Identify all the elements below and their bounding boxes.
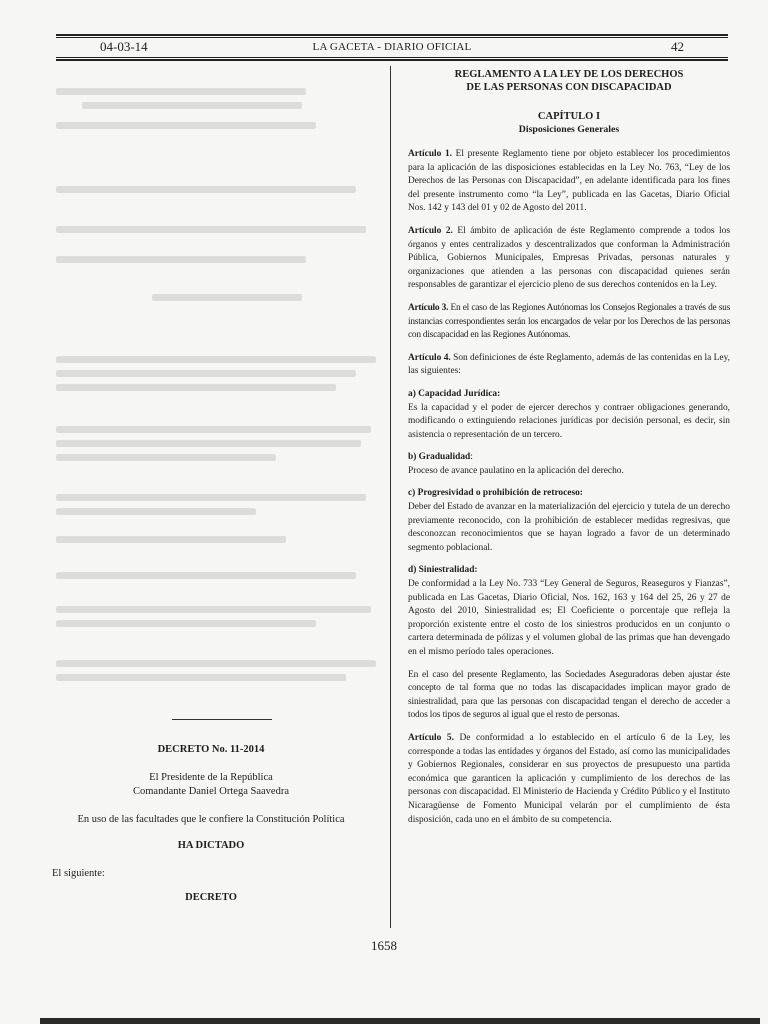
chapter-title: Disposiciones Generales [518, 124, 620, 135]
decree-separator [172, 719, 272, 720]
faded-bleed-through [56, 226, 366, 233]
article-3-label: Artículo 3. [408, 302, 449, 313]
header-title: LA GACETA - DIARIO OFICIAL [312, 41, 472, 53]
definition-d-text-2: En el caso del presente Reglamento, las Sociedades Aseguradoras deben ajustar éste concepto de tal forma que no todas las discapacidades implican mayor grado de siniestralidad, para que las personas con discapacidad tengan el derecho de acceder a todos los tipos de seguros al igual que el resto de personas. [408, 669, 730, 721]
faded-bleed-through [56, 256, 306, 263]
faded-bleed-through [56, 536, 286, 543]
faded-bleed-through [56, 454, 276, 461]
spacer [408, 478, 730, 487]
regulation-title-line2: DE LAS PERSONAS CON DISCAPACIDAD [466, 82, 672, 93]
article-2 [408, 225, 730, 293]
faded-bleed-through [56, 370, 356, 377]
spacer [408, 343, 730, 352]
definition-b-text: Proceso de avance paulatino en la aplicación del derecho. [408, 465, 624, 476]
page-header [56, 38, 728, 56]
decree-title: DECRETO No. 11-2014 [157, 744, 265, 755]
article-1-text: El presente Reglamento tiene por objeto establecer los procedimientos para la aplicación de las disposiciones establecidas en la Ley No. 763, “Ley de los Derechos de las Personas con Discapacidad”, en adelante identificada para los fines del presente instrumento como “la Ley”, publicada en las Gacetas, Diario Oficial Nos. 142 y 143 del 01 y 02 de Agosto del 2011. [408, 149, 730, 214]
spacer [408, 136, 730, 148]
definition-a-title-text: a) Capacidad Jurídica: [408, 388, 501, 399]
el-siguiente-line: El siguiente: [52, 868, 105, 879]
definition-a-text: Es la capacidad y el poder de ejercer derechos y contraer obligaciones generando, modificando o extinguiendo relaciones jurídicas por decisión personal, es decir, sin asistencia o representación de un tercero. [408, 402, 730, 440]
spacer [408, 293, 730, 302]
definition-c-text: Deber del Estado de avanzar en la materialización del ejercicio y tutela de un derecho previamente reconocido, con la prohibición de establecer medidas regresivas, que desconozcan reconocimientos que se hayan logrado a favor de un determinado segmento poblacional. [408, 502, 730, 553]
faded-bleed-through [152, 294, 302, 301]
faded-bleed-through [56, 674, 346, 681]
spacer [408, 660, 730, 669]
header-page-number: 42 [671, 39, 684, 54]
definition-c-title-text: c) Progresividad o prohibición de retroceso: [408, 488, 583, 499]
footer-page-number: 1658 [371, 938, 397, 953]
faded-bleed-through [56, 606, 371, 613]
column-divider [390, 66, 391, 928]
header-top-rule [56, 34, 728, 36]
faded-bleed-through [56, 494, 366, 501]
definition-d-title-text: d) Siniestralidad: [408, 565, 478, 576]
chapter-heading: CAPÍTULO I [537, 111, 601, 122]
spacer [408, 379, 730, 388]
definition-b-title-text: b) Gradualidad [408, 452, 471, 463]
header-date: 04-03-14 [100, 39, 148, 54]
ha-dictado-heading: HA DICTADO [177, 840, 245, 851]
spacer [408, 216, 730, 225]
faded-bleed-through [56, 426, 371, 433]
definition-d-title [408, 564, 730, 578]
definition-d-text: De conformidad a la Ley No. 733 “Ley General de Seguros, Reaseguros y Fianzas”, publicada en Las Gacetas, Diario Oficial, Nos. 162, 163 y 164 del 25, 26 y 27 de Agosto del 2010, Siniestralidad es; El Coeficiente o porcentaje que refleja la proporción existente entre el costo de los siniestros producidos en un conjunto o cartera determinada de pólizas y el volumen global de las primas que han devengado en el mismo período tales operaciones. [408, 579, 730, 657]
faded-bleed-through [56, 88, 306, 95]
faded-bleed-through [56, 508, 256, 515]
faded-bleed-through [56, 620, 316, 627]
right-column [408, 68, 730, 827]
faded-bleed-through [56, 122, 316, 129]
faded-bleed-through [56, 356, 376, 363]
article-4-label: Artículo 4. [408, 352, 451, 363]
definition-b-colon: : [470, 452, 473, 463]
faded-bleed-through [56, 440, 361, 447]
spacer [408, 723, 730, 732]
definition-b-title [408, 451, 730, 465]
header-bottom-rule-thick [56, 59, 728, 61]
left-column [32, 66, 390, 924]
spacer [408, 442, 730, 451]
article-4-text: Son definiciones de éste Reglamento, además de las contenidas en la Ley, las siguientes: [408, 352, 730, 377]
article-5 [408, 732, 730, 827]
article-2-label: Artículo 2. [408, 225, 453, 236]
faded-bleed-through [56, 572, 356, 579]
powers-line: En uso de las facultades que le confiere la Constitución Política [77, 814, 345, 825]
header-bottom-rule [56, 57, 728, 58]
bottom-edge [40, 1018, 760, 1024]
article-5-label: Artículo 5. [408, 732, 454, 743]
definition-c-title [408, 487, 730, 501]
spacer [408, 555, 730, 564]
president-line: El Presidente de la República [149, 772, 273, 783]
article-1-label: Artículo 1. [408, 149, 452, 159]
article-3-text: En el caso de las Regiones Autónomas los Consejos Regionales a través de sus instancias correspondientes serán los encargados de velar por los Derechos de las personas con discapacidad en las Regiones Autónomas. [408, 302, 730, 341]
article-5-text: De conformidad a lo establecido en el artículo 6 de la Ley, les corresponde a todas las entidades y órganos del Estado, así como las municipalidades y Gobiernos Regionales, considerar en sus proyectos de presupuesto una partida económica que garanticen la aplicación y cumplimiento de los derechos de las personas con discapacidad. El Ministerio de Hacienda y Crédito Público y el Instituto Nicaragüense de Fomento Municipal velarán por el cumplimiento de ésta disposición, cada uno en el ámbito de su competencia. [408, 732, 730, 825]
definition-a-title [408, 388, 730, 402]
article-1 [408, 148, 730, 216]
decreto-heading: DECRETO [185, 892, 237, 903]
article-4 [408, 352, 730, 379]
spacer [408, 94, 730, 110]
faded-bleed-through [56, 384, 336, 391]
regulation-title-line1: REGLAMENTO A LA LEY DE LOS DERECHOS [454, 69, 684, 80]
president-name: Comandante Daniel Ortega Saavedra [133, 786, 289, 797]
article-2-text: El ámbito de aplicación de éste Reglamento comprende a todos los órganos y entes centralizados y descentralizados que conforman la Administración Pública, Gobiernos Municipales, Empresas Privadas, personas naturales y organizaciones que atienden a las personas con discapacidad quienes serán responsables de garantizar el ejercicio pleno de sus derechos contenidos en la Ley. [408, 225, 731, 291]
faded-bleed-through [56, 660, 376, 667]
faded-bleed-through [82, 102, 302, 109]
article-3 [408, 302, 730, 343]
faded-bleed-through [56, 186, 356, 193]
